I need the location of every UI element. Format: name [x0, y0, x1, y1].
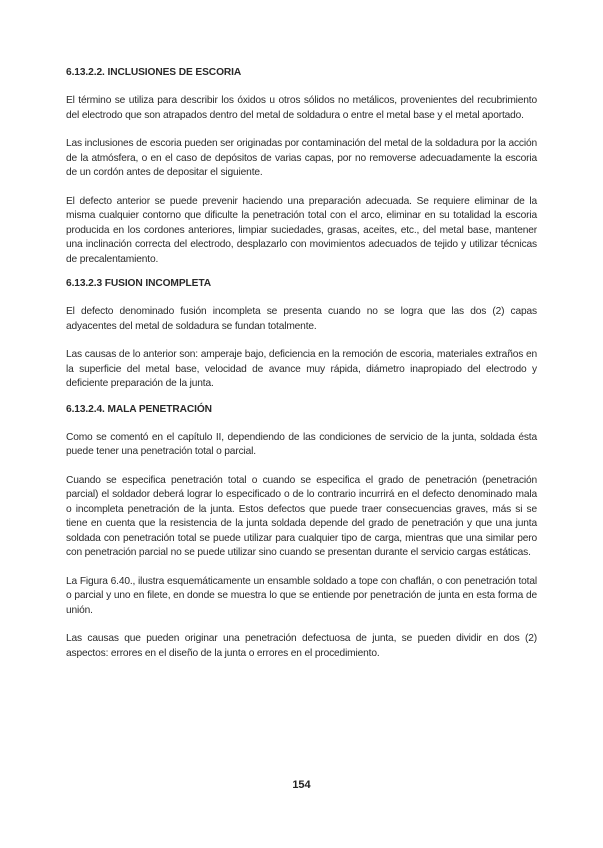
page-number: 154	[292, 779, 311, 791]
section-heading-inclusiones: 6.13.2.2. INCLUSIONES DE ESCORIA	[66, 67, 242, 78]
paragraph: El término se utiliza para describir los óxidos u otros sólidos no metálicos, provenientes del recubrimiento del electrodo que son atrapados dentro del metal de soldadura o entre el metal base y el metal aportado.	[66, 95, 537, 121]
section-heading-fusion: 6.13.2.3 FUSION INCOMPLETA	[66, 278, 211, 289]
paragraph: Como se comentó en el capítulo II, dependiendo de las condiciones de servicio de la junta, soldada ésta puede tener una penetración total o parcial.	[66, 431, 537, 457]
paragraph: Las causas que pueden originar una penetración defectuosa de junta, se pueden dividir en dos (2) aspectos: errores en el diseño de la junta o errores en el procedimiento.	[66, 633, 537, 659]
paragraph: El defecto denominado fusión incompleta se presenta cuando no se logra que las dos (2) capas adyacentes del metal de soldadura se fundan totalmente.	[66, 306, 537, 332]
paragraph: El defecto anterior se puede prevenir haciendo una preparación adecuada. Se requiere eliminar de la misma cualquier contorno que dificulte la penetración total con el arco, eliminar en su totalidad la escoria producida en los cordones anteriores, limpiar suciedades, grasas, aceites, etc., del metal base, mantener una inclinación correcta del electrodo, desplazarlo con movimientos adecuados de tejido y utilizar técnicas de precalentamiento.	[66, 195, 537, 265]
paragraph: Las inclusiones de escoria pueden ser originadas por contaminación del metal de la soldadura por la acción de la atmósfera, o en el caso de depósitos de varias capas, por no removerse adecuadamente la escoria de un cordón antes de depositar el siguiente.	[66, 138, 537, 178]
paragraph: Cuando se especifica penetración total o cuando se especifica el grado de penetración (penetración parcial) el soldador deberá lograr lo especificado o de lo contrario incurrirá en el defecto denominado mala o incompleta penetración de la junta. Estos defectos que puede traer consecuencias graves, más si se tiene en cuenta que la resistencia de la junta soldada depende del grado de penetración y que una junta soldada con penetración total se puede utilizar para cualquier tipo de carga, mientras que una similar pero con penetración parcial no se puede utilizar sino cuando se presentan durante el servicio cargas estáticas.	[66, 474, 537, 558]
paragraph: Las causas de lo anterior son: amperaje bajo, deficiencia en la remoción de escoria, materiales extraños en la superficie del metal base, velocidad de avance muy rápida, diámetro inapropiado del electrodo y deficiente preparación de la junta.	[66, 349, 537, 389]
section-heading-penetracion: 6.13.2.4. MALA PENETRACIÓN	[66, 403, 212, 415]
paragraph: La Figura 6.40., ilustra esquemáticamente un ensamble soldado a tope con chaflán, o con penetración total o parcial y uno en filete, en donde se muestra lo que se entiende por penetración de junta en esta forma de unión.	[66, 575, 537, 616]
page-content	[66, 66, 537, 661]
